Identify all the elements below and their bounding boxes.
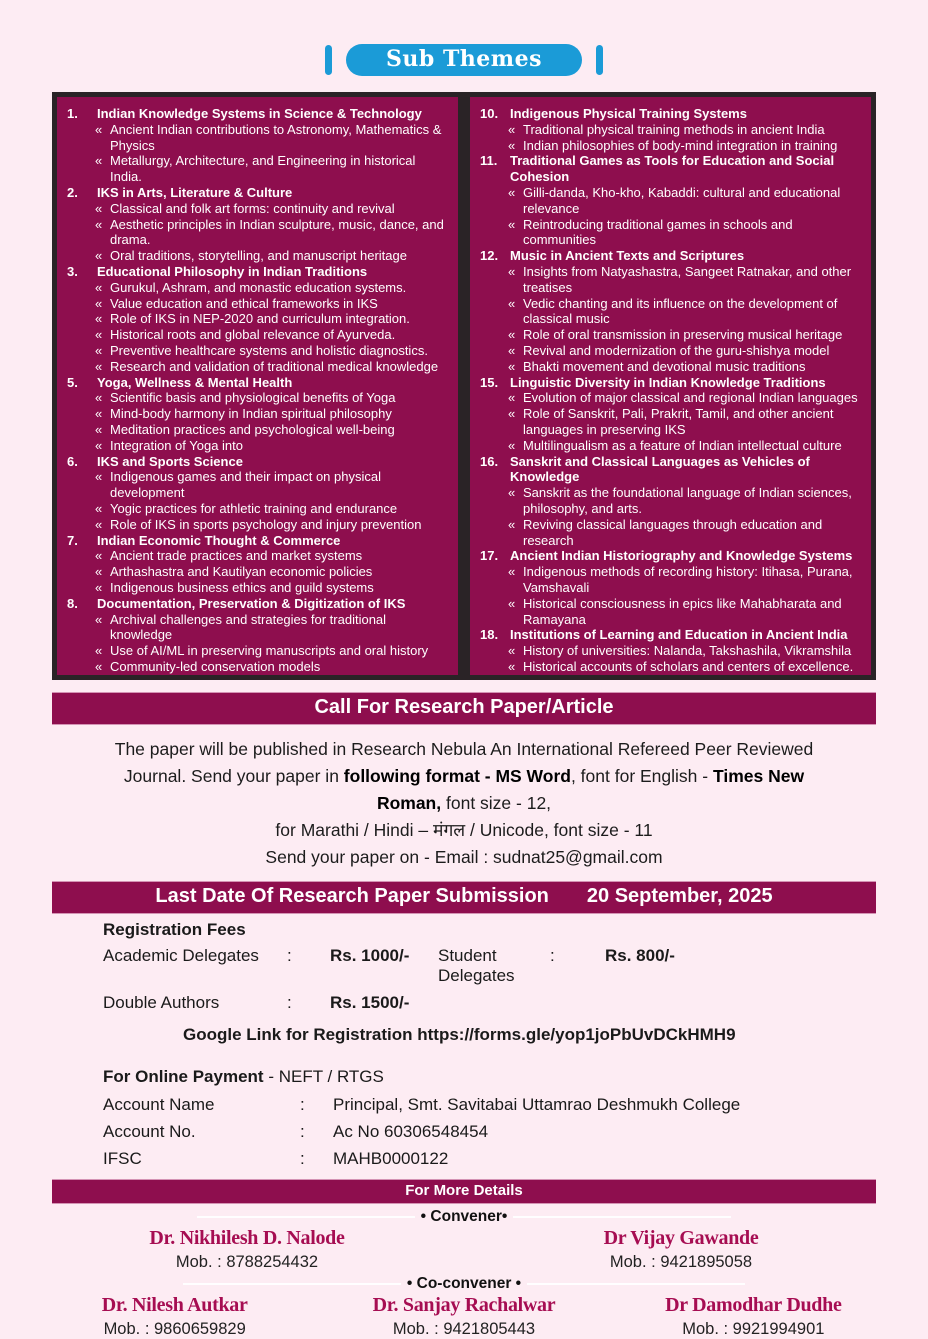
bullet-marker: « [508, 406, 523, 438]
bullet-text: Preventive healthcare systems and holistic diagnostics. [110, 343, 450, 359]
fee-colon: : [550, 946, 605, 986]
divider-line [197, 1216, 415, 1218]
payment-colon: : [300, 1122, 333, 1142]
online-payment-section [103, 1067, 928, 1169]
theme-title: Documentation, Preservation & Digitization of IKS [97, 596, 450, 612]
theme-title: Educational Philosophy in Indian Traditions [97, 264, 450, 280]
theme-bullet [478, 185, 863, 217]
bullet-text: Indigenous games and their impact on physical development [110, 469, 450, 501]
bullet-marker: « [95, 296, 110, 312]
theme-item [65, 185, 450, 264]
subthemes-header [0, 0, 928, 76]
paragraph-line [48, 763, 880, 790]
bullet-text: Research and validation of traditional medical knowledge [110, 359, 450, 375]
theme-bullet [65, 296, 450, 312]
online-payment-heading [103, 1067, 928, 1087]
theme-bullet [65, 643, 450, 659]
fee-colon: : [287, 993, 330, 1013]
payment-label: Account Name [103, 1095, 300, 1115]
bullet-marker: « [95, 280, 110, 296]
bullet-marker: « [95, 422, 110, 438]
bullet-text: Role of IKS in NEP-2020 and curriculum integration. [110, 311, 450, 327]
theme-bullet [478, 217, 863, 249]
theme-bullet [65, 390, 450, 406]
contact-mobile: Mob. : 9421895058 [464, 1253, 898, 1272]
bullet-text: Mind-body harmony in Indian spiritual philosophy [110, 406, 450, 422]
theme-heading [478, 627, 863, 643]
bullet-text: Ancient trade practices and market systems [110, 548, 450, 564]
registration-fees-section [103, 920, 928, 1045]
call-for-papers-band: Call For Research Paper/Article [52, 692, 876, 725]
left-accent-bar-icon [325, 45, 332, 75]
theme-heading [65, 264, 450, 280]
contact-name: Dr Vijay Gawande [464, 1227, 898, 1250]
payment-row [103, 1095, 928, 1115]
paragraph-segment: following format - MS Word [344, 766, 571, 786]
paragraph-segment: The paper will be published in Research Nebula An International Refereed Peer Reviewed [115, 739, 813, 759]
fees-row [103, 946, 928, 986]
fee-label: Student Delegates [438, 946, 550, 986]
bullet-text: Scientific basis and physiological benefits of Yoga [110, 390, 450, 406]
themes-column-left [57, 97, 458, 675]
bullet-text: Aesthetic principles in Indian sculpture, music, dance, and drama. [110, 217, 450, 249]
bullet-marker: « [95, 359, 110, 375]
theme-number: 6. [65, 454, 97, 470]
contact-name: Dr. Nilesh Autkar [30, 1294, 319, 1317]
bullet-marker: « [508, 327, 523, 343]
theme-item [478, 454, 863, 549]
google-registration-link[interactable]: Google Link for Registration https://forms.gle/yop1joPbUvDCkHMH9 [183, 1025, 928, 1045]
bullet-marker: « [95, 248, 110, 264]
theme-bullet [65, 422, 450, 438]
bullet-marker: « [95, 217, 110, 249]
bullet-text: Traditional physical training methods in ancient India [523, 122, 863, 138]
theme-title: Institutions of Learning and Education in Ancient India [510, 627, 863, 643]
theme-bullet [65, 406, 450, 422]
bullet-marker: « [508, 122, 523, 138]
bullet-text: Role of Sanskrit, Pali, Prakrit, Tamil, and other ancient languages in preserving IKS [523, 406, 863, 438]
theme-number: 17. [478, 548, 510, 564]
contact-person [30, 1294, 319, 1339]
theme-item [65, 264, 450, 375]
bullet-text: Multilingualism as a feature of Indian intellectual culture [523, 438, 863, 454]
fee-label: Double Authors [103, 993, 287, 1013]
bullet-marker: « [95, 643, 110, 659]
bullet-text: Historical consciousness in epics like Mahabharata and Ramayana [523, 596, 863, 628]
theme-title: Indian Knowledge Systems in Science & Technology [97, 106, 450, 122]
registration-fees-rows [103, 946, 928, 1013]
theme-item [478, 627, 863, 675]
theme-bullet [478, 264, 863, 296]
theme-bullet [65, 217, 450, 249]
bullet-marker: « [508, 359, 523, 375]
theme-bullet [478, 485, 863, 517]
bullet-text: Indigenous business ethics and guild systems [110, 580, 450, 596]
bullet-marker: « [95, 406, 110, 422]
theme-heading [65, 185, 450, 201]
bullet-text: Classical and folk art forms: continuity and revival [110, 201, 450, 217]
fee-label: Academic Delegates [103, 946, 287, 986]
theme-bullet [65, 501, 450, 517]
fee-colon [550, 993, 605, 1013]
paragraph-segment: Journal. Send your paper in [124, 766, 344, 786]
contact-mobile: Mob. : 9421805443 [319, 1320, 608, 1339]
theme-bullet [478, 659, 863, 675]
paragraph-segment: , font for English - [571, 766, 713, 786]
payment-colon: : [300, 1095, 333, 1115]
contacts-section [0, 1208, 928, 1339]
theme-heading [478, 454, 863, 486]
theme-number: 3. [65, 264, 97, 280]
bullet-text: Role of oral transmission in preserving musical heritage [523, 327, 863, 343]
theme-bullet [478, 438, 863, 454]
bullet-text: Indigenous methods of recording history: Itihasa, Purana, Vamshavali [523, 564, 863, 596]
bullet-text: History of universities: Nalanda, Takshashila, Vikramshila [523, 643, 863, 659]
contact-people-row [30, 1294, 898, 1339]
theme-bullet [65, 280, 450, 296]
theme-bullet [65, 359, 450, 375]
themes-column-right [470, 97, 871, 675]
theme-bullet [65, 122, 450, 154]
theme-title: IKS and Sports Science [97, 454, 450, 470]
payment-row [103, 1149, 928, 1169]
payment-colon: : [300, 1149, 333, 1169]
payment-value: Principal, Smt. Savitabai Uttamrao Deshmukh College [333, 1095, 928, 1115]
paragraph-line [48, 817, 880, 844]
theme-title: Linguistic Diversity in Indian Knowledge Traditions [510, 375, 863, 391]
theme-item [65, 375, 450, 454]
theme-bullet [65, 153, 450, 185]
bullet-marker: « [95, 659, 110, 675]
theme-item [65, 533, 450, 596]
bullet-text: Value education and ethical frameworks in IKS [110, 296, 450, 312]
paragraph-segment: for Marathi / Hindi – मंगल / Unicode, font size - 11 [275, 820, 652, 840]
bullet-marker: « [508, 217, 523, 249]
theme-item [478, 106, 863, 153]
theme-number: 5. [65, 375, 97, 391]
contact-role-row [0, 1208, 928, 1226]
paragraph-segment: Send your paper on - Email : sudnat25@gmail.com [265, 847, 662, 867]
theme-bullet [65, 580, 450, 596]
theme-heading [65, 106, 450, 122]
bullet-text: Ancient Indian contributions to Astronomy, Mathematics & Physics [110, 122, 450, 154]
theme-title: IKS in Arts, Literature & Culture [97, 185, 450, 201]
theme-item [65, 596, 450, 675]
bullet-marker: « [508, 185, 523, 217]
theme-number: 15. [478, 375, 510, 391]
theme-heading [478, 153, 863, 185]
theme-item [478, 548, 863, 627]
theme-bullet [65, 659, 450, 675]
theme-bullet [478, 390, 863, 406]
online-payment-rows [103, 1095, 928, 1169]
deadline-band [52, 881, 876, 914]
theme-heading [65, 375, 450, 391]
bullet-text: Evolution of major classical and regional Indian languages [523, 390, 863, 406]
contact-role-label: • Convener• [421, 1208, 508, 1226]
bullet-marker: « [508, 343, 523, 359]
theme-bullet [478, 359, 863, 375]
theme-bullet [478, 517, 863, 549]
theme-heading [478, 548, 863, 564]
bullet-marker: « [508, 643, 523, 659]
theme-heading [65, 596, 450, 612]
bullet-marker: « [95, 122, 110, 154]
theme-bullet [478, 138, 863, 154]
deadline-label: Last Date Of Research Paper Submission [155, 885, 548, 908]
themes-panels [52, 92, 876, 680]
bullet-marker: « [508, 390, 523, 406]
theme-number: 8. [65, 596, 97, 612]
theme-number: 10. [478, 106, 510, 122]
contact-people-row [30, 1227, 898, 1272]
bullet-marker: « [508, 296, 523, 328]
contact-person [464, 1227, 898, 1272]
bullet-text: Bhakti movement and devotional music traditions [523, 359, 863, 375]
bullet-marker: « [508, 564, 523, 596]
theme-bullet [478, 343, 863, 359]
bullet-text: Revival and modernization of the guru-shishya model [523, 343, 863, 359]
theme-bullet [65, 517, 450, 533]
theme-title: Sanskrit and Classical Languages as Vehicles of Knowledge [510, 454, 863, 486]
bullet-marker: « [508, 596, 523, 628]
theme-bullet [65, 469, 450, 501]
bullet-marker: « [95, 548, 110, 564]
paragraph-segment: Roman, [377, 793, 441, 813]
bullet-marker: « [95, 438, 110, 454]
online-payment-heading-bold: For Online Payment [103, 1067, 264, 1086]
bullet-text: Community-led conservation models [110, 659, 450, 675]
theme-item [478, 248, 863, 374]
contact-mobile: Mob. : 9921994901 [609, 1320, 898, 1339]
payment-value: Ac No 60306548454 [333, 1122, 928, 1142]
bullet-marker: « [95, 517, 110, 533]
theme-heading [65, 533, 450, 549]
theme-bullet [65, 343, 450, 359]
subthemes-pill: Sub Themes [346, 44, 582, 76]
theme-number: 1. [65, 106, 97, 122]
theme-number: 7. [65, 533, 97, 549]
theme-item [478, 153, 863, 248]
theme-title: Music in Ancient Texts and Scriptures [510, 248, 863, 264]
bullet-marker: « [508, 517, 523, 549]
theme-bullet [65, 438, 450, 454]
theme-bullet [65, 201, 450, 217]
email-line[interactable] [48, 844, 880, 871]
contact-person [30, 1227, 464, 1272]
theme-number: 16. [478, 454, 510, 486]
payment-label: IFSC [103, 1149, 300, 1169]
bullet-marker: « [95, 153, 110, 185]
bullet-marker: « [508, 659, 523, 675]
bullet-marker: « [508, 485, 523, 517]
contact-person [319, 1294, 608, 1339]
divider-line [183, 1283, 401, 1285]
payment-value: MAHB0000122 [333, 1149, 928, 1169]
theme-title: Indian Economic Thought & Commerce [97, 533, 450, 549]
bullet-marker: « [95, 612, 110, 644]
contact-name: Dr. Nikhilesh D. Nalode [30, 1227, 464, 1250]
theme-number: 12. [478, 248, 510, 264]
theme-number: 11. [478, 153, 510, 185]
online-payment-heading-rest: - NEFT / RTGS [264, 1067, 384, 1086]
bullet-text: Use of AI/ML in preserving manuscripts and oral history [110, 643, 450, 659]
paragraph-segment: Times New [713, 766, 804, 786]
contact-mobile: Mob. : 8788254432 [30, 1253, 464, 1272]
fee-value: Rs. 1000/- [330, 946, 438, 986]
contact-name: Dr. Sanjay Rachalwar [319, 1294, 608, 1317]
more-details-band: For More Details [52, 1179, 876, 1204]
bullet-marker: « [95, 343, 110, 359]
theme-heading [478, 106, 863, 122]
bullet-text: Meditation practices and psychological well-being [110, 422, 450, 438]
theme-bullet [478, 564, 863, 596]
theme-bullet [478, 406, 863, 438]
theme-bullet [478, 643, 863, 659]
fee-value: Rs. 1500/- [330, 993, 438, 1013]
contact-mobile: Mob. : 9860659829 [30, 1320, 319, 1339]
theme-bullet [478, 122, 863, 138]
bullet-text: Sanskrit as the foundational language of Indian sciences, philosophy, and arts. [523, 485, 863, 517]
theme-bullet [65, 612, 450, 644]
paragraph-line [48, 790, 880, 817]
fees-row [103, 993, 928, 1013]
theme-item [65, 454, 450, 533]
fee-value: Rs. 800/- [605, 946, 928, 986]
bullet-text: Archival challenges and strategies for traditional knowledge [110, 612, 450, 644]
bullet-marker: « [508, 138, 523, 154]
paragraph-segment: font size - 12, [441, 793, 551, 813]
theme-heading [478, 248, 863, 264]
bullet-text: Yogic practices for athletic training and endurance [110, 501, 450, 517]
bullet-text: Reintroducing traditional games in schools and communities [523, 217, 863, 249]
bullet-text: Role of IKS in sports psychology and injury prevention [110, 517, 450, 533]
bullet-marker: « [95, 311, 110, 327]
theme-bullet [478, 296, 863, 328]
theme-title: Traditional Games as Tools for Education and Social Cohesion [510, 153, 863, 185]
contact-person [609, 1294, 898, 1339]
theme-heading [65, 454, 450, 470]
registration-fees-heading: Registration Fees [103, 920, 928, 940]
bullet-marker: « [95, 201, 110, 217]
bullet-text: Vedic chanting and its influence on the development of classical music [523, 296, 863, 328]
bullet-marker: « [95, 390, 110, 406]
contact-role-row [0, 1275, 928, 1293]
bullet-text: Indian philosophies of body-mind integration in training [523, 138, 863, 154]
bullet-text: Gurukul, Ashram, and monastic education systems. [110, 280, 450, 296]
bullet-text: Arthashastra and Kautilyan economic policies [110, 564, 450, 580]
bullet-marker: « [508, 438, 523, 454]
theme-bullet [65, 564, 450, 580]
theme-title: Indigenous Physical Training Systems [510, 106, 863, 122]
contact-role-label: • Co-convener • [407, 1275, 521, 1293]
contact-name: Dr Damodhar Dudhe [609, 1294, 898, 1317]
bullet-text: Integration of Yoga into [110, 438, 450, 454]
bullet-text: Insights from Natyashastra, Sangeet Ratnakar, and other treatises [523, 264, 863, 296]
payment-row [103, 1122, 928, 1142]
fee-value [605, 993, 928, 1013]
theme-bullet [65, 548, 450, 564]
theme-bullet [478, 327, 863, 343]
theme-heading [478, 375, 863, 391]
divider-line [527, 1283, 745, 1285]
bullet-marker: « [95, 501, 110, 517]
bullet-marker: « [95, 580, 110, 596]
theme-item [478, 375, 863, 454]
theme-title: Ancient Indian Historiography and Knowledge Systems [510, 548, 863, 564]
theme-bullet [65, 327, 450, 343]
paragraph-line [48, 736, 880, 763]
theme-bullet [65, 311, 450, 327]
bullet-text: Reviving classical languages through education and research [523, 517, 863, 549]
bullet-text: Metallurgy, Architecture, and Engineering in historical India. [110, 153, 450, 185]
theme-bullet [478, 596, 863, 628]
right-accent-bar-icon [596, 45, 603, 75]
bullet-text: Historical accounts of scholars and centers of excellence. [523, 659, 863, 675]
fee-label [438, 993, 550, 1013]
bullet-marker: « [95, 564, 110, 580]
fee-colon: : [287, 946, 330, 986]
bullet-text: Historical roots and global relevance of Ayurveda. [110, 327, 450, 343]
theme-title: Yoga, Wellness & Mental Health [97, 375, 450, 391]
theme-item [65, 106, 450, 185]
call-for-papers-paragraph [48, 736, 880, 871]
bullet-marker: « [95, 327, 110, 343]
deadline-date: 20 September, 2025 [587, 885, 773, 908]
theme-number: 18. [478, 627, 510, 643]
bullet-text: Oral traditions, storytelling, and manuscript heritage [110, 248, 450, 264]
bullet-text: Gilli-danda, Kho-kho, Kabaddi: cultural and educational relevance [523, 185, 863, 217]
theme-number: 2. [65, 185, 97, 201]
payment-label: Account No. [103, 1122, 300, 1142]
divider-line [513, 1216, 731, 1218]
bullet-marker: « [508, 264, 523, 296]
theme-bullet [65, 248, 450, 264]
bullet-marker: « [95, 469, 110, 501]
